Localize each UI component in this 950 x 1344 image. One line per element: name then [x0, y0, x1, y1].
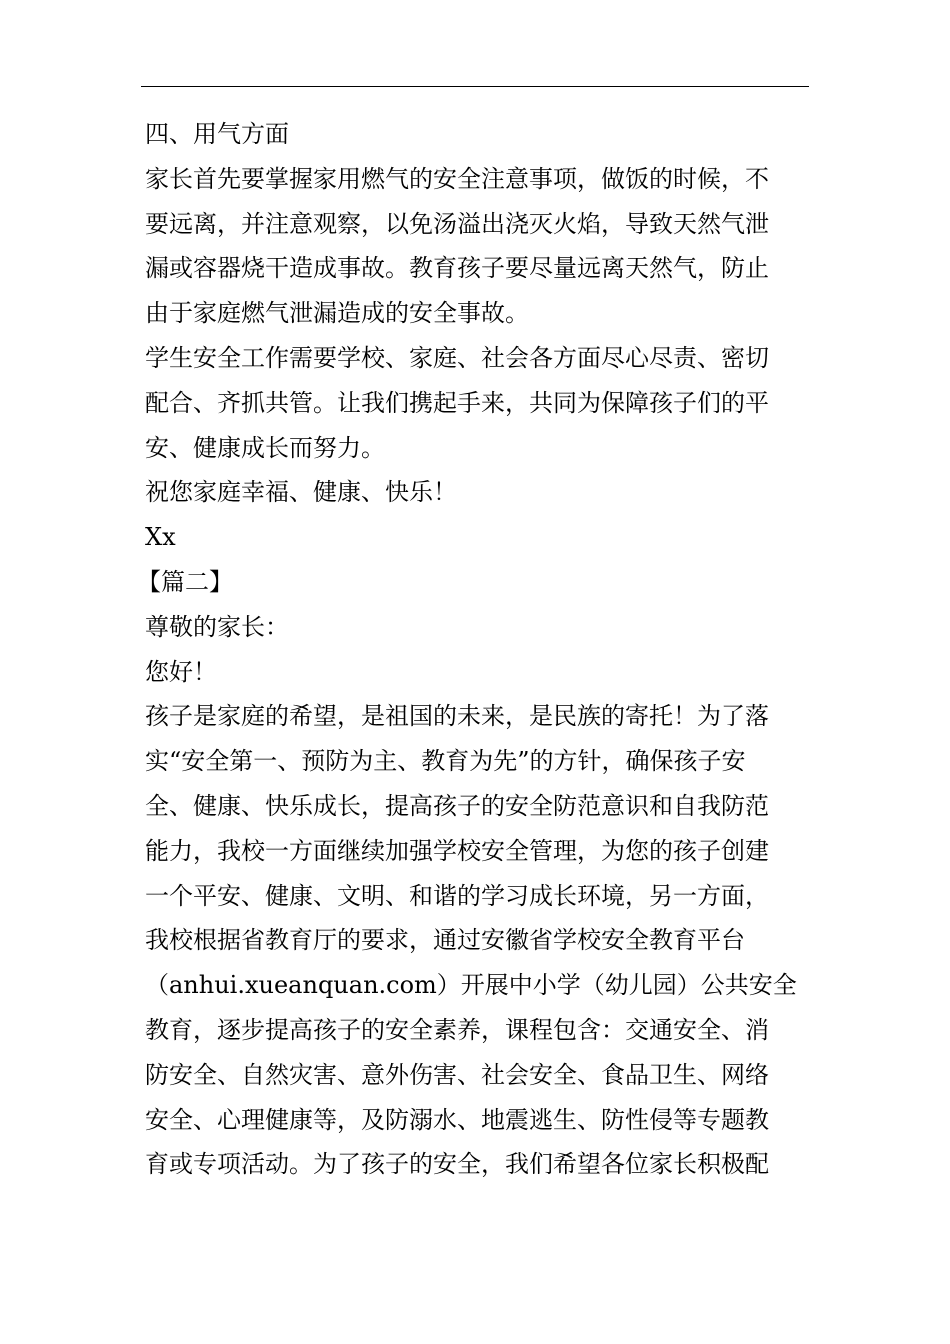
paragraph-line: （anhui.xueanquan.com）开展中小学（幼儿园）公共安全: [145, 971, 797, 1000]
paragraph-line: 实“安全第一、预防为主、教育为先”的方针，确保孩子安: [145, 747, 746, 776]
section-heading: 四、用气方面: [145, 120, 289, 148]
document-body: [137, 112, 835, 1187]
paragraph-line: 育或专项活动。为了孩子的安全，我们希望各位家长积极配: [145, 1150, 769, 1179]
paragraph-line: 防安全、自然灾害、意外伤害、社会安全、食品卫生、网络: [145, 1060, 769, 1089]
paragraph-line: 安全、心理健康等，及防溺水、地震逃生、防性侵等专题教: [145, 1105, 769, 1134]
paragraph-line: 由于家庭燃气泄漏造成的安全事故。: [145, 299, 529, 328]
paragraph-line: 我校根据省教育厅的要求，通过安徽省学校安全教育平台: [145, 926, 745, 955]
paragraph-line: 全、健康、快乐成长，提高孩子的安全防范意识和自我防范: [145, 791, 769, 820]
header-rule: [141, 86, 809, 87]
paragraph-line: 孩子是家庭的希望，是祖国的未来，是民族的寄托！为了落: [145, 702, 769, 731]
section-title: 【篇二】: [137, 567, 233, 596]
paragraph-line: 要远离，并注意观察，以免汤溢出浇灭火焰，导致天然气泄: [145, 209, 769, 238]
paragraph-line: 配合、齐抓共管。让我们携起手来，共同为保障孩子们的平: [145, 388, 769, 417]
paragraph-line: 学生安全工作需要学校、家庭、社会各方面尽心尽责、密切: [145, 343, 769, 372]
paragraph-line: 能力，我校一方面继续加强学校安全管理，为您的孩子创建: [145, 836, 769, 865]
paragraph-line: 漏或容器烧干造成事故。教育孩子要尽量远离天然气，防止: [145, 254, 769, 283]
paragraph-line: 安、健康成长而努力。: [145, 433, 385, 462]
greeting: 您好！: [145, 657, 217, 686]
signature: Xx: [145, 523, 176, 552]
paragraph-line: 家长首先要掌握家用燃气的安全注意事项，做饭的时候，不: [145, 164, 769, 193]
paragraph-line: 教育，逐步提高孩子的安全素养，课程包含：交通安全、消: [145, 1015, 769, 1044]
paragraph-line: 一个平安、健康、文明、和谐的学习成长环境，另一方面，: [145, 881, 769, 910]
salutation: 尊敬的家长：: [145, 612, 289, 641]
closing-wish: 祝您家庭幸福、健康、快乐！: [145, 478, 457, 507]
